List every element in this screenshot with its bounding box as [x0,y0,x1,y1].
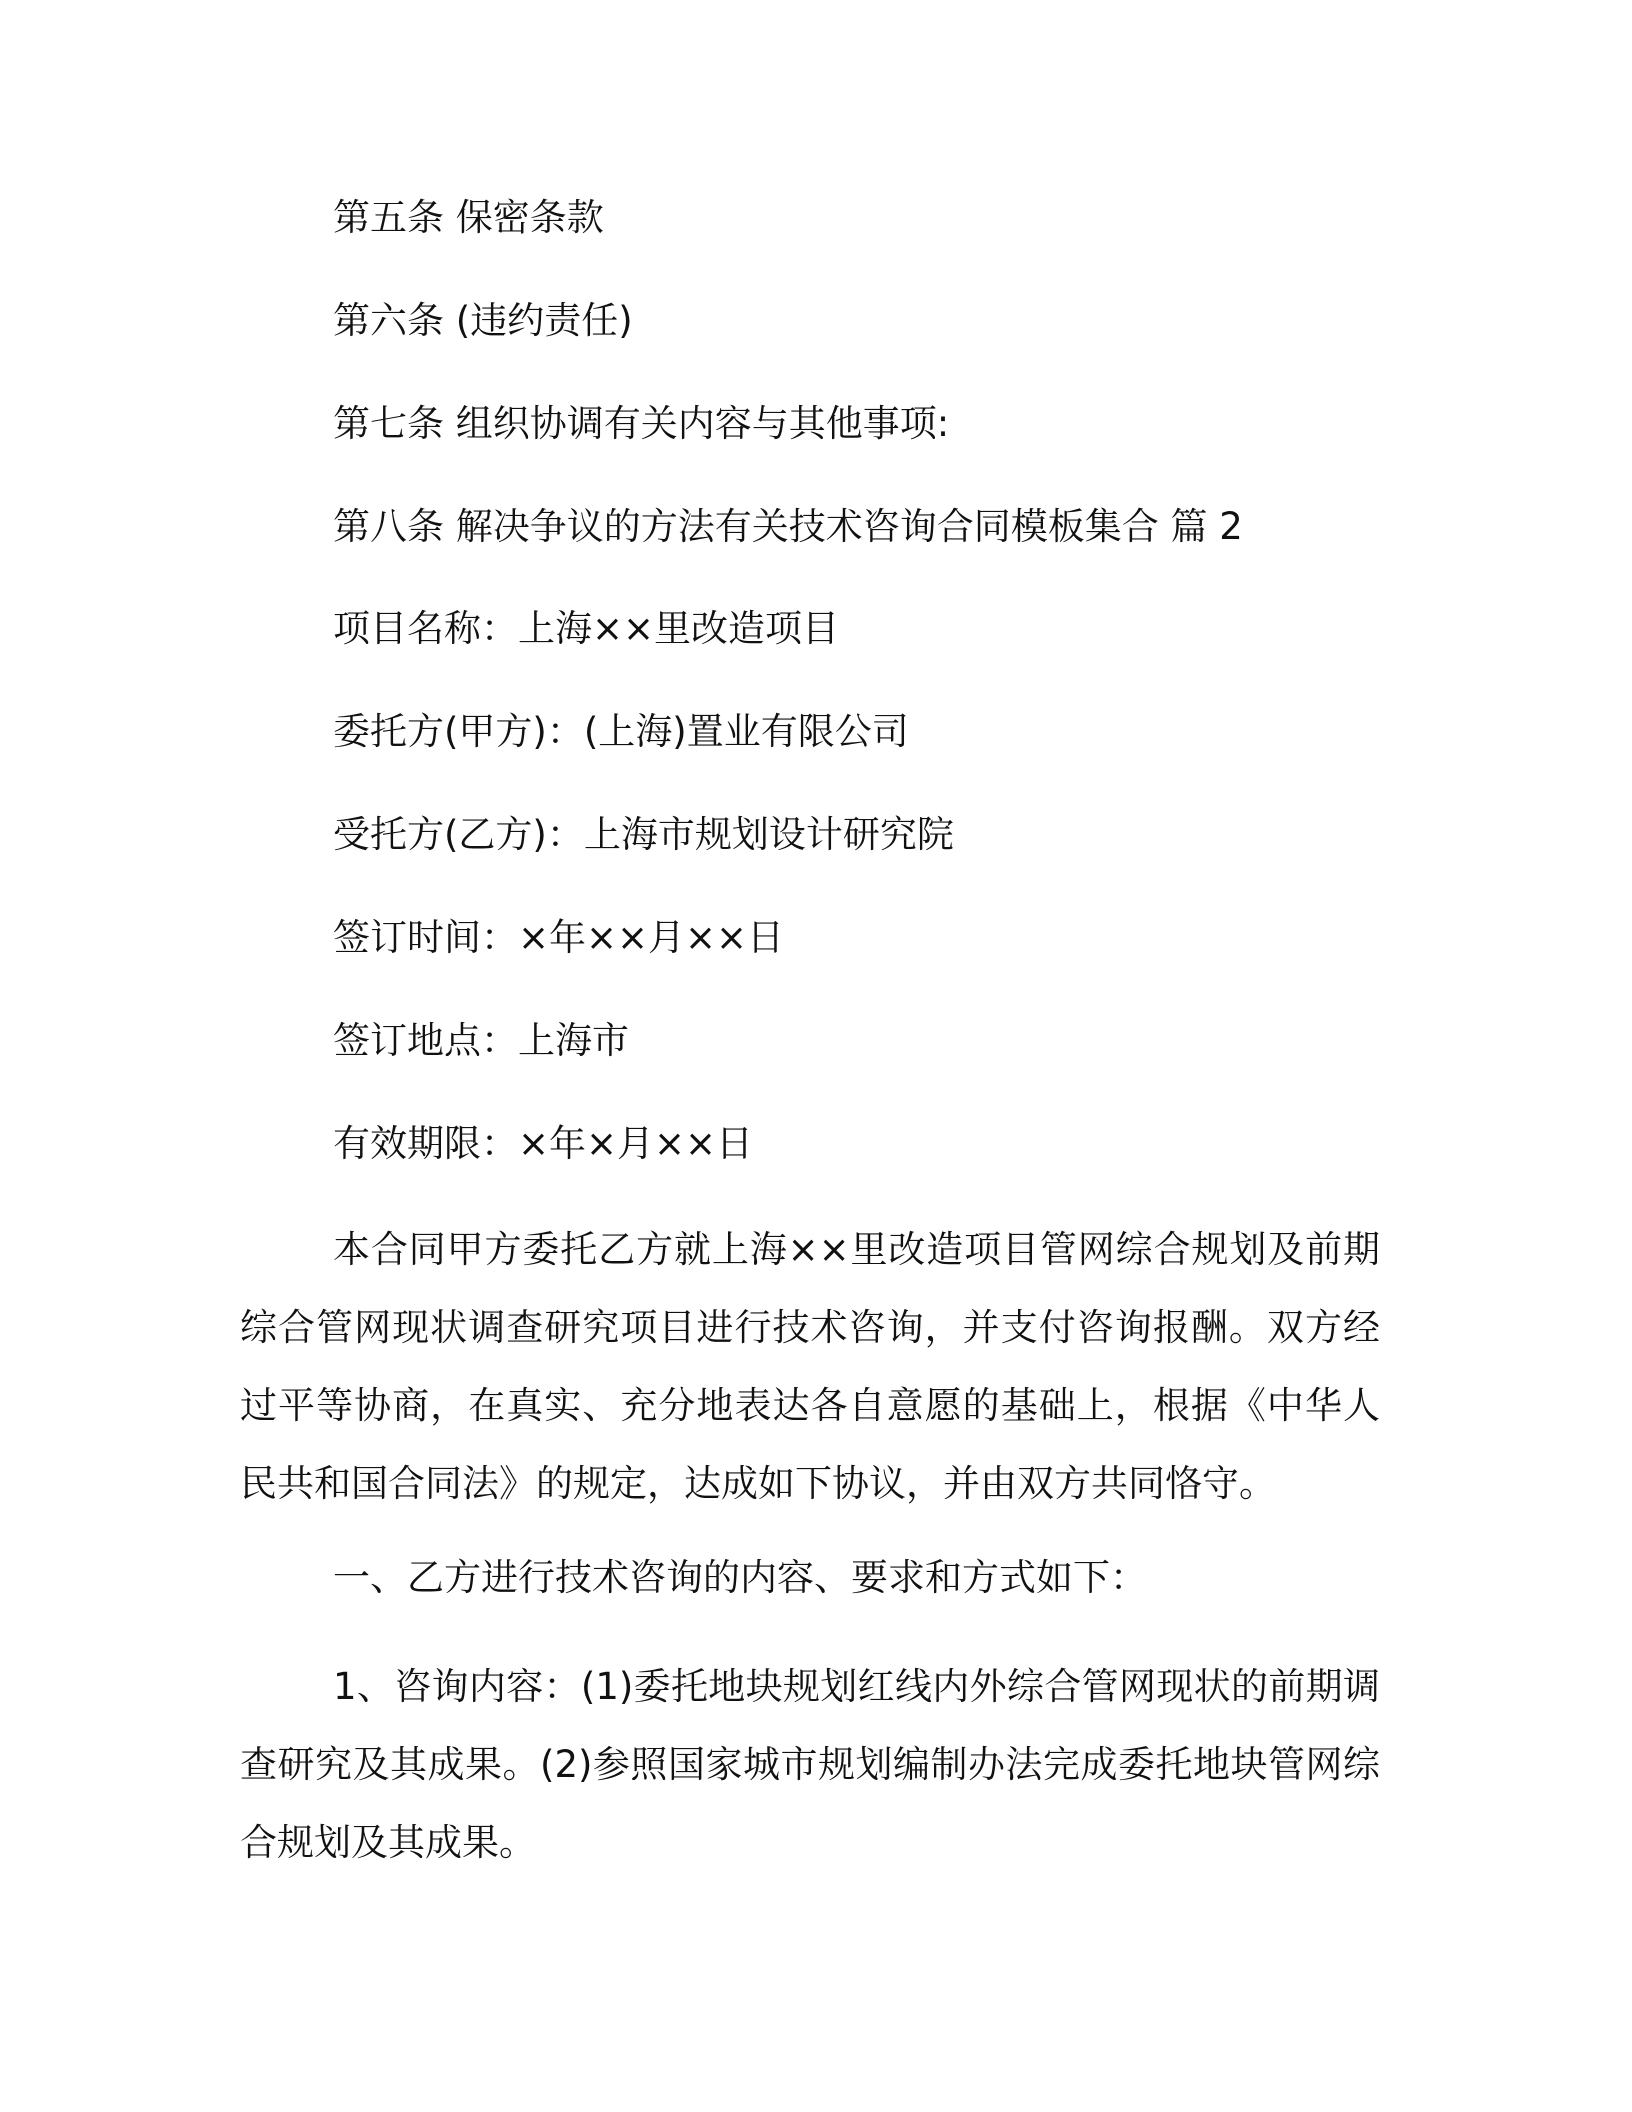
client-party-a-line: 委托方(甲方)：(上海)置业有限公司 [333,710,909,753]
project-name-line: 项目名称：上海××里改造项目 [333,607,840,650]
article-7-line: 第七条 组织协调有关内容与其他事项: [333,402,950,445]
article-6-line: 第六条 (违约责任) [333,299,633,342]
signing-date-line: 签订时间：×年××月××日 [333,916,785,959]
section-one-heading: 一、乙方进行技术咨询的内容、要求和方式如下： [333,1556,1147,1599]
consult-content-paragraph: 1、咨询内容：(1)委托地块规划红线内外综合管网现状的前期调查研究及其成果。(2)参照国家城市规划编制办法完成委托地块管网综合规划及其成果。 [240,1665,1380,1864]
contractor-party-b-line: 受托方(乙方)：上海市规划设计研究院 [333,813,954,856]
intro-paragraph: 本合同甲方委托乙方就上海××里改造项目管网综合规划及前期综合管网现状调查研究项目进行技术咨询，并支付咨询报酬。双方经过平等协商，在真实、充分地表达各自意愿的基础上，根据《中华人民共和国合同法》的规定，达成如下协议，并由双方共同恪守。 [240,1228,1380,1505]
validity-period-line: 有效期限：×年×月××日 [333,1122,754,1165]
article-5-line: 第五条 保密条款 [333,196,604,239]
article-8-line: 第八条 解决争议的方法有关技术咨询合同模板集合 篇 2 [333,505,1243,548]
signing-place-line: 签订地点：上海市 [333,1019,629,1062]
